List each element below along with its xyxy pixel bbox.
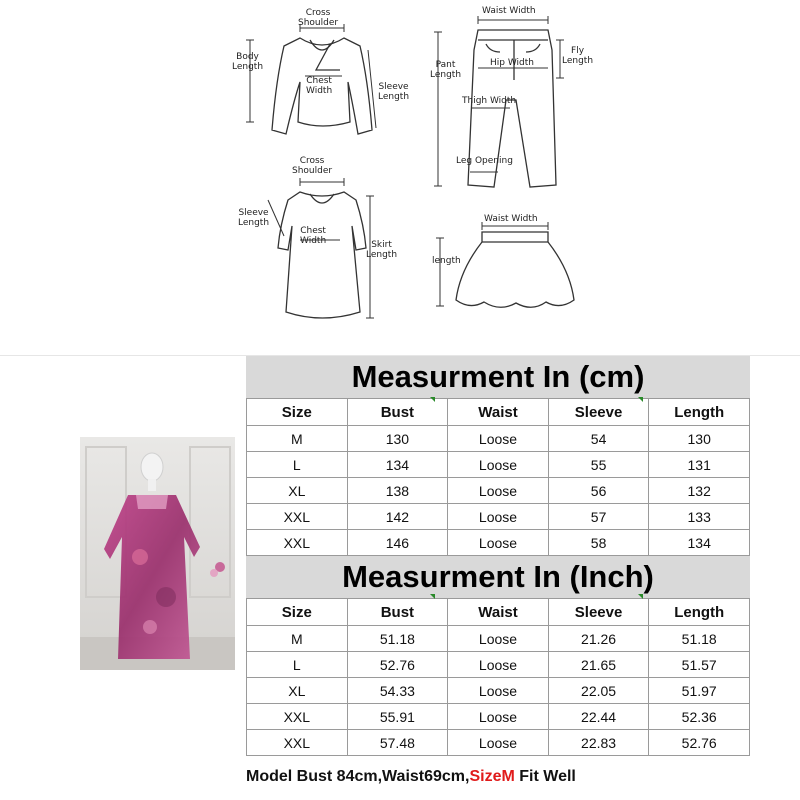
- table-cell: 134: [347, 452, 448, 478]
- inch-header-waist: Waist: [448, 599, 549, 626]
- table-cell: 55: [548, 452, 649, 478]
- table-cell: 57: [548, 504, 649, 530]
- table-cell: L: [247, 652, 348, 678]
- dress-sketch: [278, 192, 366, 318]
- table-row: [247, 504, 750, 530]
- table-cell: 51.57: [649, 652, 750, 678]
- table-row: [247, 652, 750, 678]
- cm-header-waist: Waist: [448, 399, 549, 426]
- cell-marker-icon: [430, 594, 435, 599]
- model-fit-suffix: Fit Well: [514, 768, 576, 785]
- garment-sketches: [0, 0, 800, 355]
- table-cell: 21.26: [548, 626, 649, 652]
- table-cell: 131: [649, 452, 750, 478]
- model-photo: [80, 437, 235, 670]
- table-cell: 51.97: [649, 678, 750, 704]
- label-chest-width: Chest Width: [306, 76, 333, 96]
- table-cell: Loose: [448, 704, 549, 730]
- table-row: [247, 530, 750, 556]
- cm-header-row: [247, 399, 750, 426]
- cm-header-bust: Bust: [347, 399, 448, 426]
- table-cell: 58: [548, 530, 649, 556]
- cell-marker-icon: [638, 397, 643, 402]
- table-cell: 130: [649, 426, 750, 452]
- table-cell: XL: [247, 678, 348, 704]
- table-cell: 134: [649, 530, 750, 556]
- table-cell: XXL: [247, 730, 348, 756]
- inch-table-title: Measurment In (Inch): [246, 556, 750, 598]
- table-cell: 22.44: [548, 704, 649, 730]
- skirt-sketch: [456, 232, 574, 307]
- table-cell: 138: [347, 478, 448, 504]
- label-body-length: Body Length: [232, 52, 264, 72]
- label-fly-length: Fly Length: [562, 46, 594, 66]
- table-cell: Loose: [448, 730, 549, 756]
- inch-size-table: [246, 598, 750, 756]
- inch-header-size: Size: [247, 599, 348, 626]
- label-dress-cross-shoulder: Cross Shoulder: [292, 156, 333, 176]
- table-row: [247, 678, 750, 704]
- size-tables: [246, 356, 750, 756]
- table-cell: XL: [247, 478, 348, 504]
- cm-header-length: Length: [649, 399, 750, 426]
- table-cell: 51.18: [649, 626, 750, 652]
- inch-header-bust: Bust: [347, 599, 448, 626]
- table-cell: XXL: [247, 504, 348, 530]
- label-waist-width: Waist Width: [482, 6, 536, 16]
- table-cell: Loose: [448, 426, 549, 452]
- table-cell: 52.76: [649, 730, 750, 756]
- label-skirt-waist-width: Waist Width: [484, 214, 538, 224]
- cm-size-table: [246, 398, 750, 556]
- table-cell: 130: [347, 426, 448, 452]
- table-cell: 132: [649, 478, 750, 504]
- size-diagram-panel: [0, 0, 800, 356]
- table-cell: Loose: [448, 652, 549, 678]
- inch-header-sleeve: Sleeve: [548, 599, 649, 626]
- table-cell: 57.48: [347, 730, 448, 756]
- label-skirt-length-short: length: [432, 256, 461, 266]
- table-row: [247, 626, 750, 652]
- cm-header-size: Size: [247, 399, 348, 426]
- table-cell: Loose: [448, 478, 549, 504]
- label-dress-chest-width: Chest Width: [300, 226, 327, 246]
- table-cell: 51.18: [347, 626, 448, 652]
- inch-header-row: [247, 599, 750, 626]
- label-cross-shoulder: Cross Shoulder: [298, 8, 339, 28]
- table-cell: 22.83: [548, 730, 649, 756]
- table-cell: 55.91: [347, 704, 448, 730]
- table-row: [247, 478, 750, 504]
- table-cell: Loose: [448, 530, 549, 556]
- model-fit-prefix: Model Bust 84cm,Waist69cm,: [246, 768, 470, 785]
- table-row: [247, 704, 750, 730]
- table-cell: 52.36: [649, 704, 750, 730]
- label-dress-sleeve-length: Sleeve Length: [238, 208, 270, 228]
- table-cell: 146: [347, 530, 448, 556]
- cell-marker-icon: [638, 594, 643, 599]
- cell-marker-icon: [430, 397, 435, 402]
- table-cell: 54: [548, 426, 649, 452]
- table-cell: 56: [548, 478, 649, 504]
- table-cell: L: [247, 452, 348, 478]
- table-cell: Loose: [448, 504, 549, 530]
- table-row: [247, 426, 750, 452]
- table-cell: Loose: [448, 678, 549, 704]
- table-cell: M: [247, 626, 348, 652]
- label-pant-length: Pant Length: [430, 60, 462, 80]
- table-cell: Loose: [448, 626, 549, 652]
- cm-header-sleeve: Sleeve: [548, 399, 649, 426]
- cm-table-title: Measurment In (cm): [246, 356, 750, 398]
- label-sleeve-length: Sleeve Length: [378, 82, 410, 102]
- model-fit-size: SizeM: [469, 768, 515, 785]
- label-thigh-width: Thigh Width: [462, 96, 517, 106]
- label-hip-width: Hip Width: [490, 58, 534, 68]
- label-leg-opening: Leg Opening: [456, 156, 513, 166]
- table-cell: 22.05: [548, 678, 649, 704]
- inch-header-length: Length: [649, 599, 750, 626]
- table-cell: 142: [347, 504, 448, 530]
- table-cell: 133: [649, 504, 750, 530]
- table-cell: 52.76: [347, 652, 448, 678]
- table-row: [247, 730, 750, 756]
- table-cell: M: [247, 426, 348, 452]
- table-cell: XXL: [247, 704, 348, 730]
- label-skirt-length: Skirt Length: [366, 240, 398, 260]
- table-cell: XXL: [247, 530, 348, 556]
- table-row: [247, 452, 750, 478]
- model-fit-note: [246, 762, 750, 792]
- table-cell: Loose: [448, 452, 549, 478]
- table-cell: 21.65: [548, 652, 649, 678]
- table-cell: 54.33: [347, 678, 448, 704]
